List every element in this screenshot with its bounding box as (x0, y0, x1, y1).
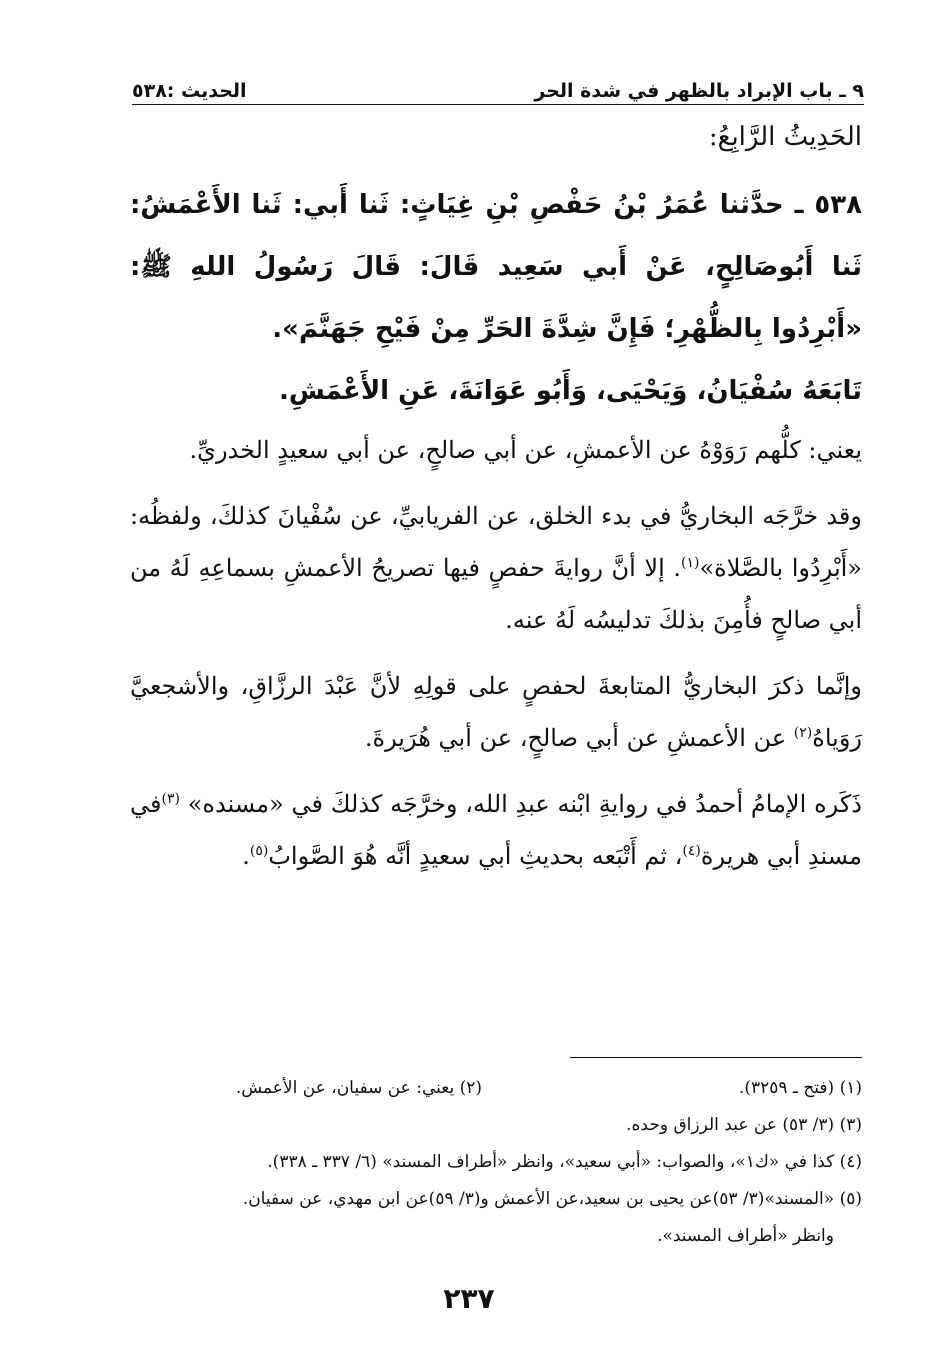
paragraph-4-text-d: . (242, 842, 250, 870)
footnote-marker-4[interactable]: (٤) (682, 843, 701, 859)
footnote-2: (٢) يعني: عن سفيان، عن الأعمش. (235, 1078, 482, 1098)
hadith-reference: الحديث :٥٣٨ (132, 80, 247, 102)
footnote-marker-2[interactable]: (٢) (793, 725, 813, 741)
paragraph-4-text-a: ذَكَره الإمامُ أحمدُ في روايةِ ابْنه عبدِ الله، وخرَّجَه كذلكَ في «مسنده» (179, 790, 862, 818)
section-subheading: الحَدِيثُ الرَّابِعُ: (708, 122, 862, 152)
footnote-marker-3[interactable]: (٣) (161, 791, 180, 807)
footnote-5: (٥) «المسند»(٣/ ٥٣)عن يحيى بن سعيد،عن الأعمش و(٣/ ٥٩)عن ابن مهدي، عن سفيان. (242, 1189, 862, 1209)
chapter-title: ٩ ـ باب الإبراد بالظهر في شدة الحر (534, 80, 864, 102)
footnote-1: (١) (فتح ـ ٣٢٥٩). (738, 1078, 862, 1098)
paragraph-3-text-a: وإنَّما ذكرَ البخاريُّ المتابعةَ لحفصٍ على قولِهِ لأنَّ عَبْدَ الرزَّاقِ، والأشجعيَّ رَوَياهُ (130, 672, 862, 752)
commentary-paragraph-4 (130, 778, 862, 882)
footnote-5-continuation: وانظر «أطراف المسند». (657, 1226, 834, 1246)
commentary-paragraph-1: يعني: كلُّهم رَوَوْهُ عن الأعمشِ، عن أبي صالحٍ، عن أبي سعيدٍ الخدريِّ. (189, 436, 862, 464)
footnote-divider (570, 1057, 862, 1058)
main-text (130, 122, 862, 896)
footnotes (132, 1070, 862, 1255)
paragraph-3-text-b: عن الأعمشِ عن أبي صالحٍ، عن أبي هُرَيرةَ. (364, 724, 794, 752)
paragraph-2-text-a: وقد خرَّجَه البخاريُّ في بدء الخلق، عن الفريابيِّ، عن سُفْيانَ كذلكَ، ولفظُه: «أَبْرِدُوا بالصَّلاة» (130, 502, 862, 582)
page-number: ٢٣٧ (443, 1282, 495, 1315)
footnote-3: (٣) (٣/ ٥٣) عن عبد الرزاق وحده. (626, 1115, 862, 1135)
footnote-marker-1[interactable]: (١) (681, 555, 700, 571)
commentary-paragraph-3 (130, 660, 862, 764)
footnote-marker-5[interactable]: (٥) (249, 843, 269, 859)
footnote-row-1-2 (132, 1070, 862, 1107)
footnote-4: (٤) كذا في «ك١»، والصواب: «أبي سعيد»، وانظر «أطراف المسند» (٦/ ٣٣٧ ـ ٣٣٨). (267, 1152, 862, 1172)
header-divider (132, 104, 864, 105)
paragraph-4-text-c: ، ثم أَتْبَعه بحديثِ أبي سعيدٍ أنَّه هُوَ الصَّوابُ (268, 842, 683, 870)
mutaba-text: تَابَعَهُ سُفْيَانُ، وَيَحْيَى، وَأَبُو عَوَانَةَ، عَنِ الأَعْمَشِ. (279, 376, 862, 406)
paragraph-2-text-b: . إلا أنَّ روايةَ حفصٍ فيها تصريحُ الأعمشِ بسماعِهِ لَهُ من أبي صالحٍ فأُمِنَ بذلكَ تدليسُه لَهُ عنه. (130, 554, 862, 634)
paragraph-4-text-b: في مسندِ أبي هريرة (130, 790, 862, 870)
hadith-text: ٥٣٨ ـ حدَّثنا عُمَرُ بْنُ حَفْصِ بْنِ غِيَاثٍ: ثَنا أَبي: ثَنا الأَعْمَشُ: ثَنا أَبُوصَالِحٍ، عَنْ أَبي سَعِيد قَالَ: قَالَ رَسُولُ اللهِ ﷺ: «أَبْرِدُوا بِالظُّهْرِ؛ فَإِنَّ شِدَّةَ الحَرِّ مِنْ فَيْحِ جَهَنَّمَ». (130, 190, 862, 344)
running-header (132, 68, 864, 102)
commentary-paragraph-2 (130, 490, 862, 646)
